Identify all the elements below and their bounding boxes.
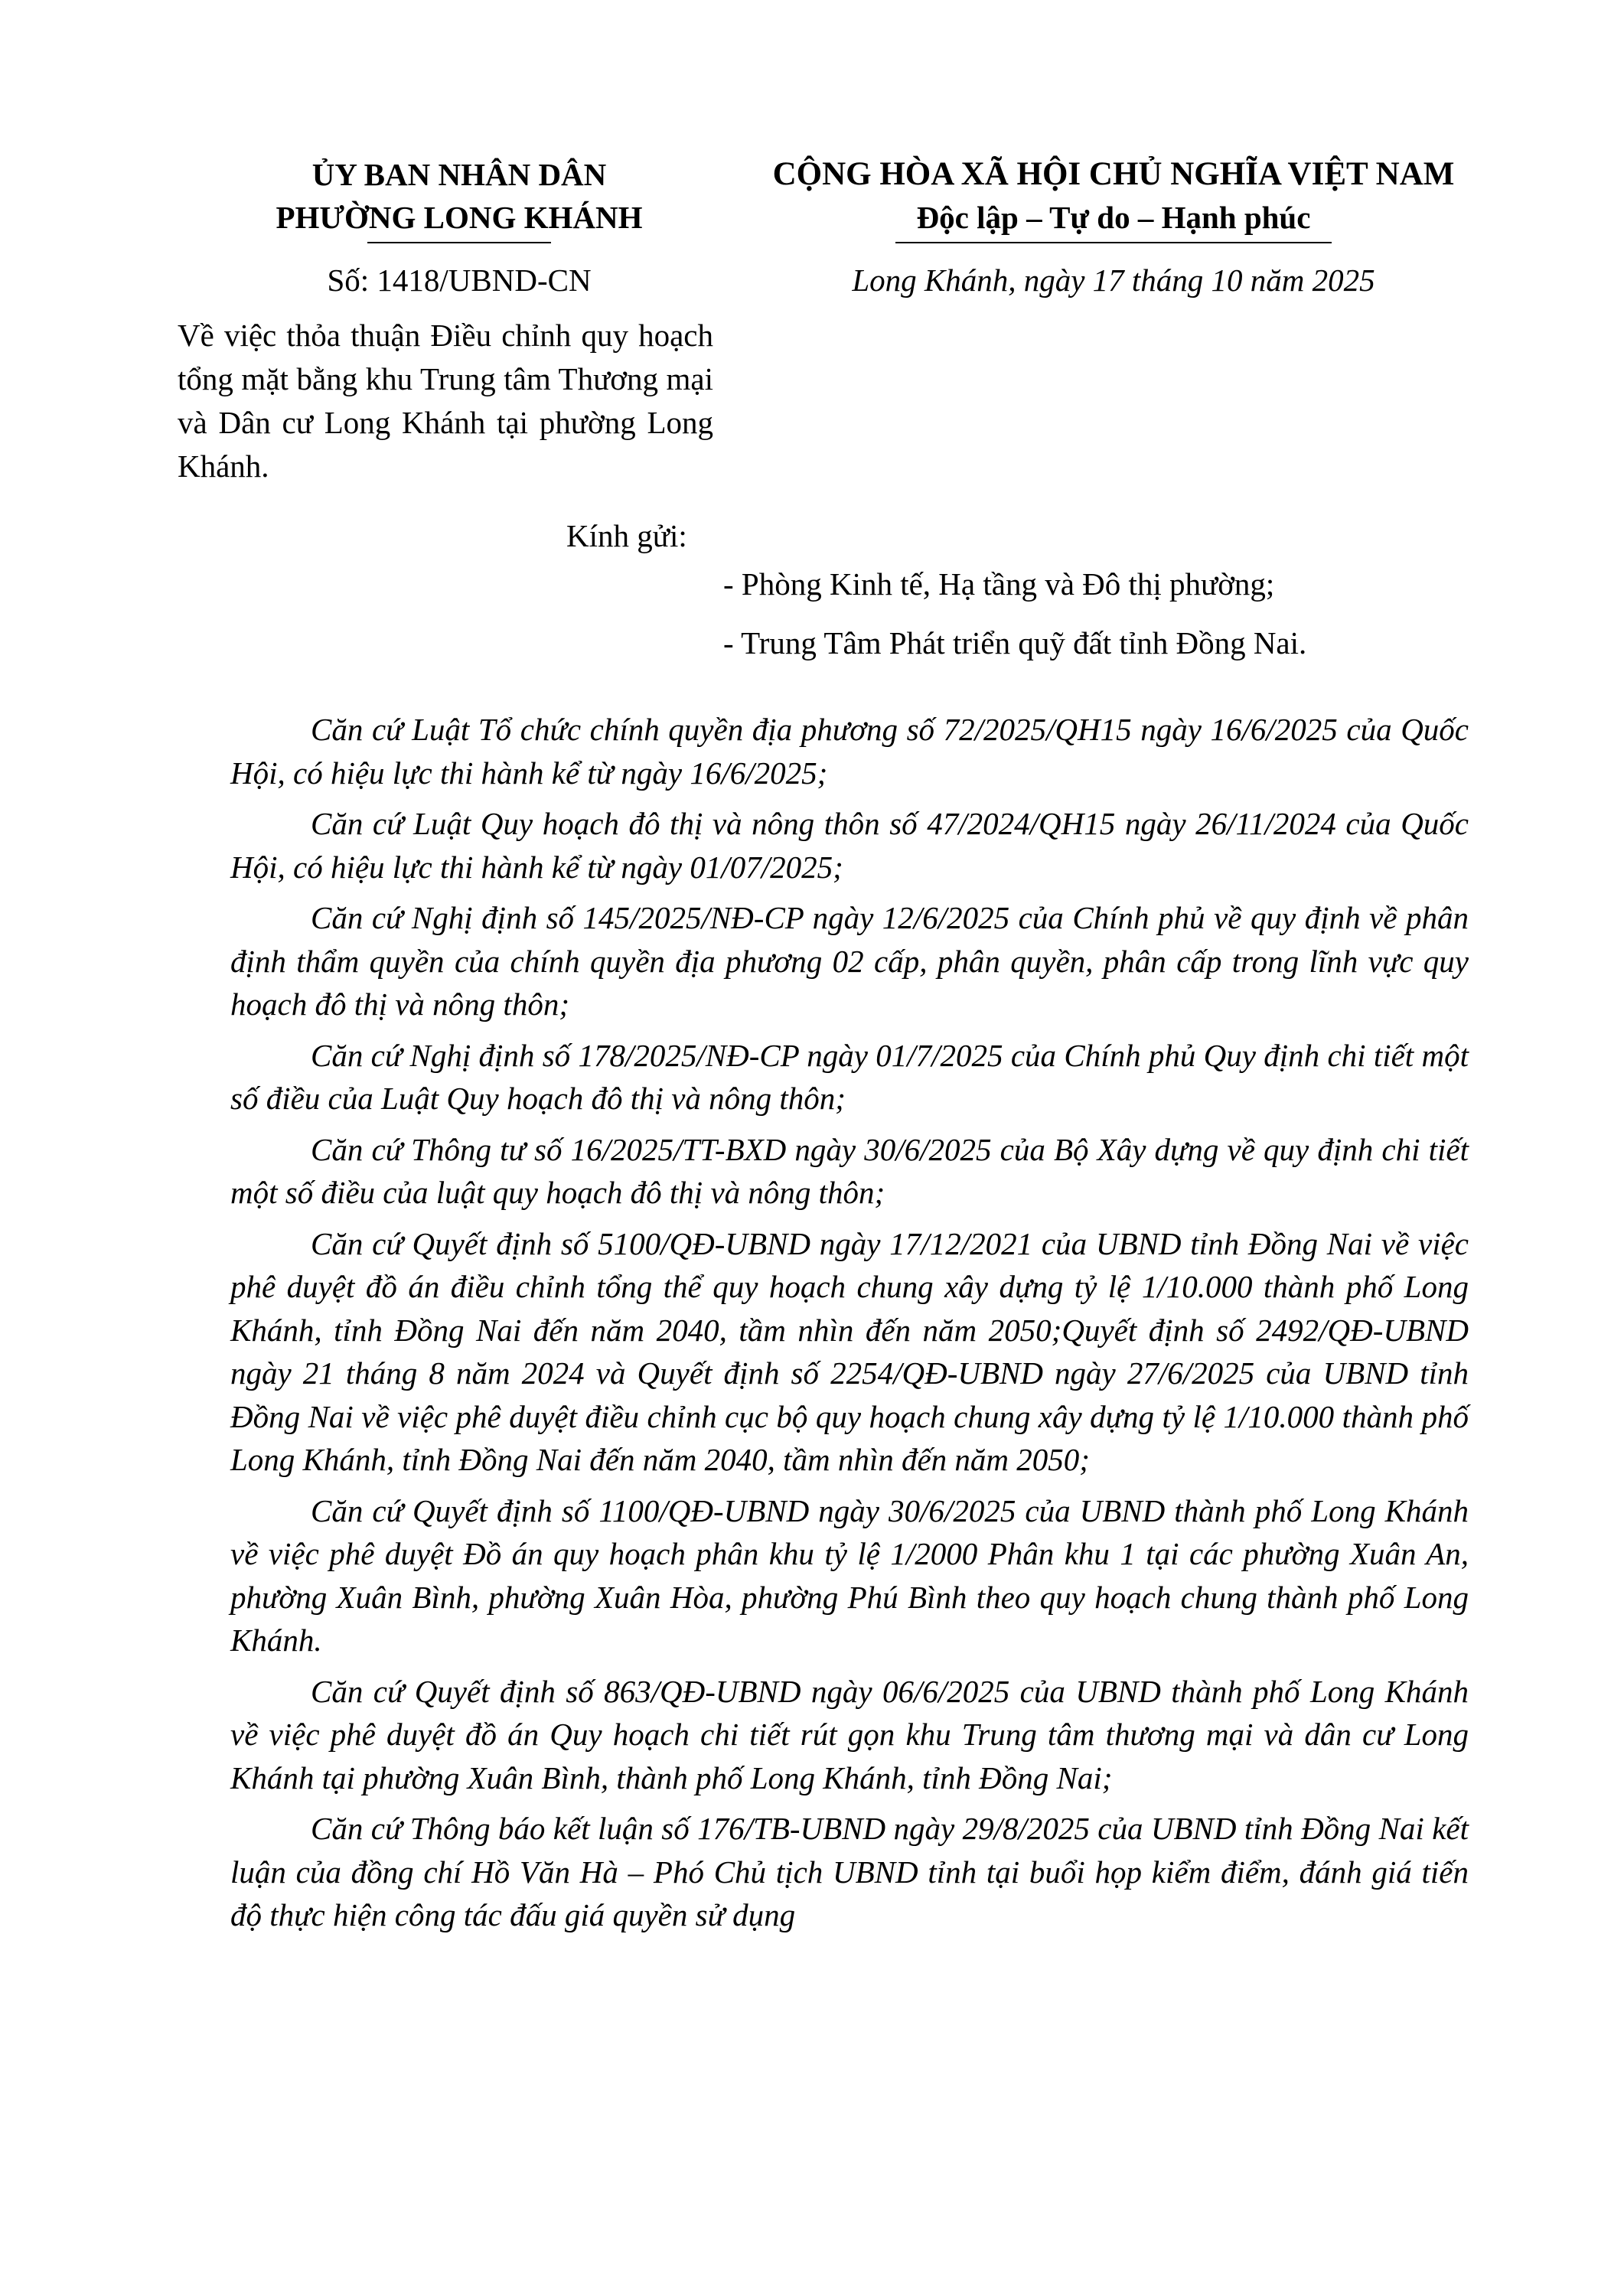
legal-basis-paragraph: Căn cứ Quyết định số 863/QĐ-UBND ngày 06/6/2025 của UBND thành phố Long Khánh về việc phê duyệt đồ án Quy hoạch chi tiết rút gọn khu Trung tâm thương mại và dân cư Long Khánh tại phường Xuân Bình, thành phố Long Khánh, tỉnh Đồng Nai; [230, 1673, 1469, 1795]
legal-basis-paragraph: Căn cứ Nghị định số 145/2025/NĐ-CP ngày 12/6/2025 của Chính phủ về quy định về phân định thẩm quyền của chính quyền địa phương 02 cấp, phân quyền, phân cấp trong lĩnh vực quy hoạch đô thị và nông thôn; [230, 900, 1469, 1022]
nation-title: CỘNG HÒA XÃ HỘI CHỦ NGHĨA VIỆT NAM [772, 156, 1455, 192]
national-motto: Độc lập – Tự do – Hạnh phúc [916, 200, 1311, 235]
motto-underline [895, 242, 1332, 243]
document-number: Số: 1418/UBND-CN [327, 263, 592, 298]
document-body [230, 708, 1469, 1945]
place-date: Long Khánh, ngày 17 tháng 10 năm 2025 [852, 263, 1375, 298]
recipient-item: - Phòng Kinh tế, Hạ tầng và Đô thị phường; [723, 566, 1275, 602]
legal-basis-paragraph: Căn cứ Luật Tổ chức chính quyền địa phương số 72/2025/QH15 ngày 16/6/2025 của Quốc Hội, có hiệu lực thi hành kể từ ngày 16/6/2025; [230, 712, 1469, 791]
legal-basis-paragraph: Căn cứ Thông tư số 16/2025/TT-BXD ngày 30/6/2025 của Bộ Xây dựng về quy định chi tiết một số điều của luật quy hoạch đô thị và nông thôn; [230, 1131, 1469, 1210]
agency-name-line1: ỦY BAN NHÂN DÂN [311, 157, 607, 192]
legal-basis-paragraph: Căn cứ Quyết định số 1100/QĐ-UBND ngày 30/6/2025 của UBND thành phố Long Khánh về việc phê duyệt Đồ án quy hoạch phân khu tỷ lệ 1/2000 Phân khu 1 tại các phường Xuân An, phường Xuân Bình, phường Xuân Hòa, phường Phú Bình theo quy hoạch chung thành phố Long Khánh. [230, 1492, 1469, 1658]
legal-basis-paragraph: Căn cứ Thông báo kết luận số 176/TB-UBND ngày 29/8/2025 của UBND tỉnh Đồng Nai kết luận của đồng chí Hồ Văn Hà – Phó Chủ tịch UBND tỉnh tại buổi họp kiểm điểm, đánh giá tiến độ thực hiện công tác đấu giá quyền sử dụng [230, 1811, 1469, 1932]
greeting: Kính gửi: [566, 518, 687, 553]
recipient-item: - Trung Tâm Phát triển quỹ đất tỉnh Đồng Nai. [723, 625, 1307, 660]
legal-basis-paragraph: Căn cứ Luật Quy hoạch đô thị và nông thôn số 47/2024/QH15 ngày 26/11/2024 của Quốc Hội, có hiệu lực thi hành kể từ ngày 01/07/2025; [230, 806, 1469, 885]
agency-name-line2: PHƯỜNG LONG KHÁNH [276, 200, 643, 235]
legal-basis-paragraph: Căn cứ Quyết định số 5100/QĐ-UBND ngày 17/12/2021 của UBND tỉnh Đồng Nai về việc phê duyệt đồ án điều chỉnh tổng thể quy hoạch chung xây dựng tỷ lệ 1/10.000 thành phố Long Khánh, tỉnh Đồng Nai đến năm 2040, tầm nhìn đến năm 2050;Quyết định số 2492/QĐ-UBND ngày 21 tháng 8 năm 2024 và Quyết định số 2254/QĐ-UBND ngày 27/6/2025 của UBND tỉnh Đồng Nai về việc phê duyệt điều chỉnh cục bộ quy hoạch chung xây dựng tỷ lệ 1/10.000 thành phố Long Khánh, tỉnh Đồng Nai đến năm 2040, tầm nhìn đến năm 2050; [230, 1225, 1469, 1477]
legal-basis-paragraph: Căn cứ Nghị định số 178/2025/NĐ-CP ngày 01/7/2025 của Chính phủ Quy định chi tiết một số điều của Luật Quy hoạch đô thị và nông thôn; [230, 1037, 1469, 1116]
national-header [731, 153, 1496, 302]
agency-underline [367, 242, 551, 243]
recipient-list [723, 563, 1306, 680]
document-subject: Về việc thỏa thuận Điều chỉnh quy hoạch tổng mặt bằng khu Trung tâm Thương mại và Dân cư Long Khánh tại phường Long Khánh. [178, 318, 713, 484]
agency-header [191, 153, 727, 302]
